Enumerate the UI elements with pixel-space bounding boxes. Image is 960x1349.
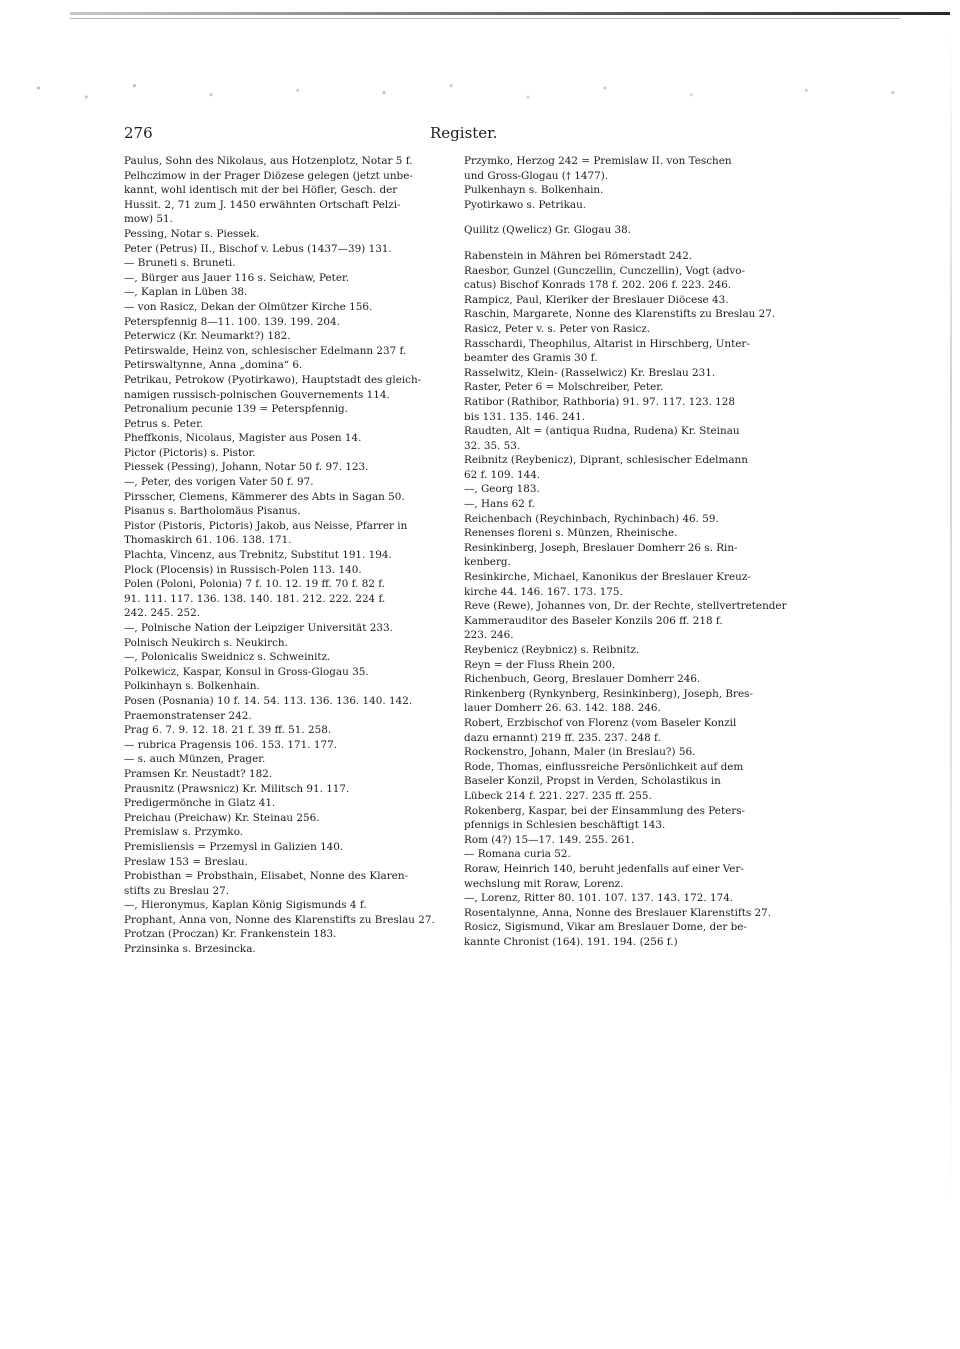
register-line: Rinkenberg (Rynkynberg, Resinkinberg), Joseph, Bres- — [464, 687, 753, 700]
register-line: dazu ernannt) 219 ff. 235. 237. 248 f. — [464, 731, 661, 744]
register-line: 91. 111. 117. 136. 138. 140. 181. 212. 222. 224 f. — [124, 592, 386, 605]
register-line: Pictor (Pictoris) s. Pistor. — [124, 446, 256, 459]
register-line: Lübeck 214 f. 221. 227. 235 ff. 255. — [464, 789, 652, 802]
register-line: Przinsinka s. Brzesincka. — [124, 943, 256, 956]
register-line: — von Rasicz, Dekan der Olmützer Kirche 156. — [124, 300, 373, 313]
register-line: Probisthan = Probsthain, Elisabet, Nonne des Klaren- — [124, 870, 409, 883]
register-line: Preichau (Preichaw) Kr. Steinau 256. — [124, 811, 320, 824]
register-line: —, Lorenz, Ritter 80. 101. 107. 137. 143. 172. 174. — [464, 892, 734, 905]
register-line: stifts zu Breslau 27. — [124, 884, 230, 897]
register-line: Reichenbach (Reychinbach, Rychinbach) 46. 59. — [464, 512, 719, 525]
register-line: Rabenstein in Mähren bei Römerstadt 242. — [464, 249, 693, 262]
register-line: Petirswalde, Heinz von, schlesischer Edelmann 237 f. — [124, 344, 407, 357]
register-line: Pulkenhayn s. Bolkenhain. — [464, 184, 604, 197]
register-line: Petrus s. Peter. — [124, 417, 204, 430]
section-gap — [464, 238, 794, 249]
register-line: Ratibor (Rathibor, Rathboria) 91. 97. 117. 123. 128 — [464, 395, 736, 408]
register-line: —, Hans 62 f. — [464, 498, 535, 511]
register-line: Rom (4?) 15—17. 149. 255. 261. — [464, 833, 635, 846]
register-line: 223. 246. — [464, 629, 514, 642]
scan-rule-thin — [70, 18, 900, 19]
register-line: Piessek (Pessing), Johann, Notar 50 f. 97. 123. — [124, 461, 369, 474]
register-line: Rasselwitz, Klein- (Rasselwicz) Kr. Breslau 231. — [464, 366, 716, 379]
register-line: 62 f. 109. 144. — [464, 468, 541, 481]
register-line: kannt, wohl identisch mit der bei Höfler, Gesch. der — [124, 184, 398, 197]
register-line: —, Bürger aus Jauer 116 s. Seichaw, Peter. — [124, 271, 350, 284]
register-line: 32. 35. 53. — [464, 439, 521, 452]
register-line: — rubrica Pragensis 106. 153. 171. 177. — [124, 738, 337, 751]
register-line: Rosentalynne, Anna, Nonne des Breslauer Klarenstifts 27. — [464, 906, 772, 919]
register-line: Thomaskirch 61. 106. 138. 171. — [124, 534, 292, 547]
register-line: Baseler Konzil, Propst in Verden, Scholastikus in — [464, 775, 721, 788]
register-line: —, Hieronymus, Kaplan König Sigismunds 4 f. — [124, 899, 367, 912]
register-line: Pirsscher, Clemens, Kämmerer des Abts in Sagan 50. — [124, 490, 405, 503]
register-line: kenberg. — [464, 556, 511, 569]
scan-edge-shadow — [950, 30, 952, 1210]
register-line: Rosicz, Sigismund, Vikar am Breslauer Dome, der be- — [464, 921, 747, 934]
register-line: beamter des Gramis 30 f. — [464, 352, 598, 365]
register-column-left — [124, 154, 456, 957]
register-line: namigen russisch-polnischen Gouvernements 114. — [124, 388, 390, 401]
register-line: Polnisch Neukirch s. Neukirch. — [124, 636, 288, 649]
register-line: Pisanus s. Bartholomäus Pisanus. — [124, 505, 301, 518]
page-header — [124, 124, 836, 146]
register-line: Raster, Peter 6 = Molschreiber, Peter. — [464, 381, 664, 394]
register-line: Preslaw 153 = Breslau. — [124, 855, 248, 868]
register-line: bis 131. 135. 146. 241. — [464, 410, 586, 423]
register-line: Kammerauditor des Baseler Konzils 206 ff. 218 f. — [464, 614, 723, 627]
register-line: Resinkinberg, Joseph, Breslauer Domherr 26 s. Rin- — [464, 541, 738, 554]
register-line: —, Polonicalis Sweidnicz s. Schweinitz. — [124, 651, 331, 664]
scan-artifact-top — [0, 0, 960, 130]
register-line: mow) 51. — [124, 213, 173, 226]
register-line: Roraw, Heinrich 140, beruht jedenfalls auf einer Ver- — [464, 862, 744, 875]
register-line: catus) Bischof Konrads 178 f. 202. 206 f. 223. 246. — [464, 279, 732, 292]
register-line: wechslung mit Roraw, Lorenz. — [464, 877, 624, 890]
register-line: Pistor (Pistoris, Pictoris) Jakob, aus Neisse, Pfarrer in — [124, 519, 408, 532]
page-number: 276 — [124, 124, 153, 142]
register-line: Reyn = der Fluss Rhein 200. — [464, 658, 616, 671]
register-line: Reibnitz (Reybenicz), Diprant, schlesischer Edelmann — [464, 454, 748, 467]
register-line: Rasicz, Peter v. s. Peter von Rasicz. — [464, 322, 651, 335]
register-column-right — [464, 154, 794, 949]
register-line: Resinkirche, Michael, Kanonikus der Breslauer Kreuz- — [464, 571, 751, 584]
section-gap — [464, 212, 794, 223]
register-line: Rasschardi, Theophilus, Altarist in Hirschberg, Unter- — [464, 337, 750, 350]
register-line: kannte Chronist (164). 191. 194. (256 f.) — [464, 935, 678, 948]
register-line: Quilitz (Qwelicz) Gr. Glogau 38. — [464, 224, 632, 237]
register-line: Przymko, Herzog 242 = Premislaw II. von Teschen — [464, 155, 732, 167]
register-line: Protzan (Proczan) Kr. Frankenstein 183. — [124, 928, 337, 941]
register-line: Rockenstro, Johann, Maler (in Breslau?) 56. — [464, 746, 696, 759]
register-line: Posen (Posnania) 10 f. 14. 54. 113. 136. 136. 140. 142. — [124, 694, 413, 707]
register-line: Polkinhayn s. Bolkenhain. — [124, 680, 260, 693]
register-line: Pessing, Notar s. Piessek. — [124, 227, 260, 240]
scan-rule — [70, 12, 950, 15]
register-line: —, Georg 183. — [464, 483, 540, 496]
register-line: Predigermönche in Glatz 41. — [124, 797, 276, 810]
register-line: Rokenberg, Kaspar, bei der Einsammlung des Peters- — [464, 804, 746, 817]
register-line: Prag 6. 7. 9. 12. 18. 21 f. 39 ff. 51. 258. — [124, 724, 332, 737]
register-line: Premisliensis = Przemysl in Galizien 140. — [124, 840, 344, 853]
register-line: 242. 245. 252. — [124, 607, 201, 620]
register-line: Peterwicz (Kr. Neumarkt?) 182. — [124, 330, 291, 343]
register-line: Richenbuch, Georg, Breslauer Domherr 246. — [464, 673, 701, 686]
scan-noise — [0, 70, 960, 115]
register-line: Renenses floreni s. Münzen, Rheinische. — [464, 527, 678, 540]
register-line: Peter (Petrus) II., Bischof v. Lebus (1437—39) 131. — [124, 242, 392, 255]
register-line: Petirswaltynne, Anna „domina“ 6. — [124, 359, 303, 372]
register-line: —, Peter, des vorigen Vater 50 f. 97. — [124, 476, 314, 489]
register-line: Rampicz, Paul, Kleriker der Breslauer Diöcese 43. — [464, 293, 729, 306]
register-line: kirche 44. 146. 167. 173. 175. — [464, 585, 623, 598]
register-line: Pheffkonis, Nicolaus, Magister aus Posen 14. — [124, 432, 362, 445]
register-line: — Bruneti s. Bruneti. — [124, 257, 236, 270]
register-line: Prausnitz (Prawsnicz) Kr. Militsch 91. 117. — [124, 782, 350, 795]
register-line: Praemonstratenser 242. — [124, 709, 252, 722]
register-line: Pyotirkawo s. Petrikau. — [464, 198, 587, 211]
register-line: —, Kaplan in Lüben 38. — [124, 286, 248, 299]
register-line: Polkewicz, Kaspar, Konsul in Gross-Glogau 35. — [124, 665, 369, 678]
register-line: lauer Domherr 26. 63. 142. 188. 246. — [464, 702, 661, 715]
register-line: Plachta, Vincenz, aus Trebnitz, Substitut 191. 194. — [124, 549, 392, 562]
register-line: Reve (Rewe), Johannes von, Dr. der Rechte, stellvertretender — [464, 600, 787, 613]
running-head: Register. — [430, 124, 498, 142]
register-line: Raesbor, Gunzel (Gunczellin, Cunczellin), Vogt (advo- — [464, 264, 746, 277]
register-line: Robert, Erzbischof von Florenz (vom Baseler Konzil — [464, 716, 737, 729]
register-line: Raudten, Alt = (antiqua Rudna, Rudena) Kr. Steinau — [464, 425, 740, 438]
register-line: Pramsen Kr. Neustadt? 182. — [124, 767, 273, 780]
register-line: — Romana curia 52. — [464, 848, 571, 861]
register-line: Petronalium pecunie 139 = Peterspfennig. — [124, 403, 348, 416]
register-line: Reybenicz (Reybnicz) s. Reibnitz. — [464, 644, 640, 656]
register-line: Raschin, Margarete, Nonne des Klarenstifts zu Breslau 27. — [464, 308, 776, 321]
register-line: Peterspfennig 8—11. 100. 139. 199. 204. — [124, 315, 340, 328]
register-line: Petrikau, Petrokow (Pyotirkawo), Hauptstadt des gleich- — [124, 373, 422, 386]
register-line: — s. auch Münzen, Prager. — [124, 753, 266, 766]
register-line: Premislaw s. Przymko. — [124, 826, 244, 839]
register-line: Hussit. 2, 71 zum J. 1450 erwähnten Ortschaft Pelzi- — [124, 198, 401, 211]
register-line: Pelhczimow in der Prager Diözese gelegen (jetzt unbe- — [124, 169, 413, 182]
register-line: Polen (Poloni, Polonia) 7 f. 10. 12. 19 ff. 70 f. 82 f. — [124, 578, 386, 591]
register-line: Plock (Plocensis) in Russisch-Polen 113. 140. — [124, 563, 362, 576]
register-line: pfennigs in Schlesien beschäftigt 143. — [464, 819, 666, 832]
register-line: und Gross-Glogau († 1477). — [464, 169, 609, 182]
register-line: —, Polnische Nation der Leipziger Universität 233. — [124, 622, 393, 634]
register-line: Paulus, Sohn des Nikolaus, aus Hotzenplotz, Notar 5 f. — [124, 155, 413, 167]
register-line: Prophant, Anna von, Nonne des Klarenstifts zu Breslau 27. — [124, 913, 435, 926]
register-line: Rode, Thomas, einflussreiche Persönlichkeit auf dem — [464, 760, 744, 773]
